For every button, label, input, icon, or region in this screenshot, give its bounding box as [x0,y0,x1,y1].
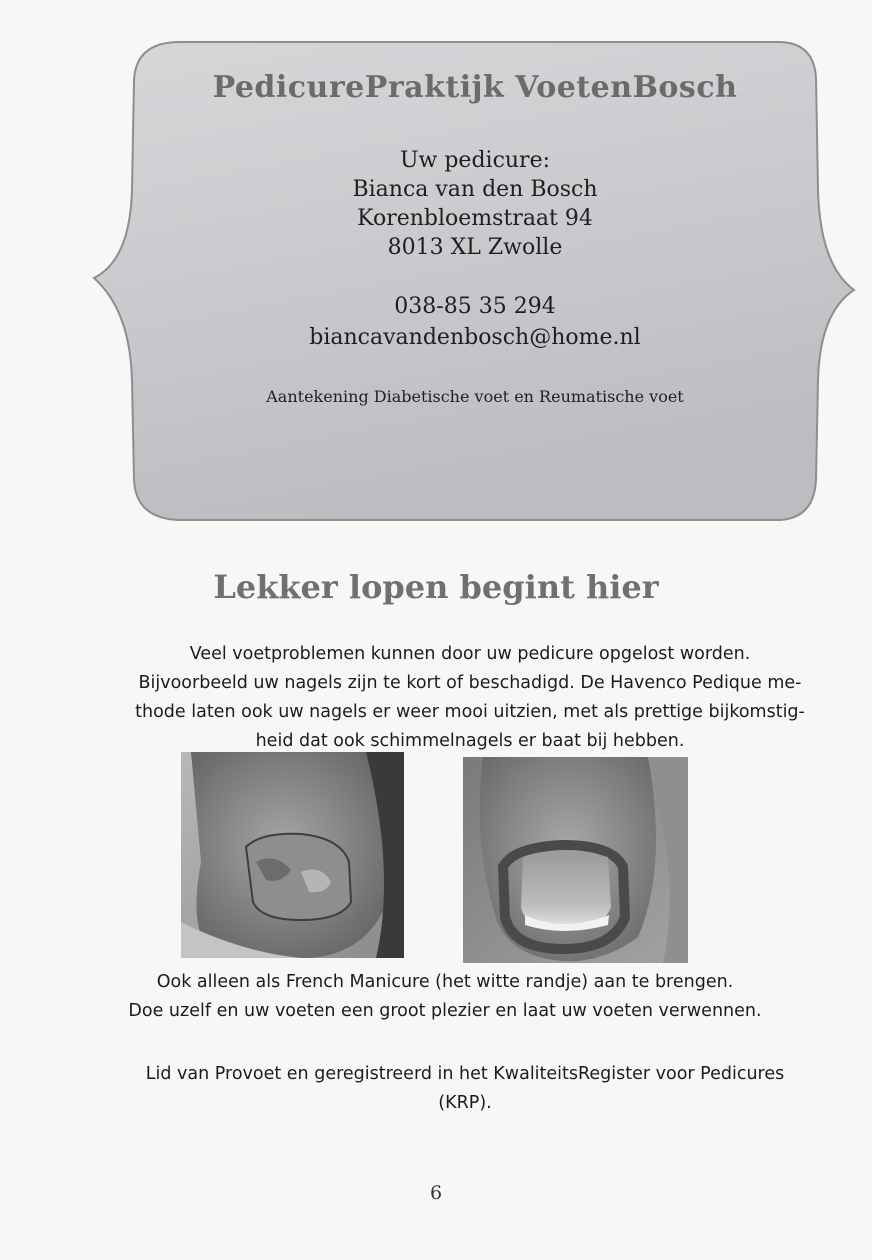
restored-toenail-image [463,757,688,963]
french-line-1: Ook alleen als French Manicure (het witte randje) aan te brengen. [156,972,734,992]
french-line-2: Doe uzelf en uw voeten een groot plezier en laat uw voeten verwennen. [128,1001,762,1021]
intro-line-2: Bijvoorbeeld uw nagels zijn te kort of beschadigd. De Havenco Pedique me- [138,673,802,693]
damaged-toenail-image [181,752,404,958]
card-subtitle: Uw pedicure: [399,148,551,173]
page-headline: Lekker lopen begint hier [213,568,659,606]
card-note: Aantekening Diabetische voet en Reumatische voet [266,387,684,406]
membership-line-2: (KRP). [438,1093,492,1113]
intro-line-3: thode laten ook uw nagels er weer mooi uitzien, met als prettige bijkomstig- [135,702,805,722]
street-address: Korenbloemstraat 94 [357,206,593,231]
practice-name: PedicurePraktijk VoetenBosch [212,70,738,105]
before-toenail-photo [181,752,404,958]
intro-line-4: heid dat ook schimmelnagels er baat bij hebben. [255,731,685,751]
french-paragraph [60,968,830,1026]
intro-paragraph [110,640,830,756]
pedicurist-name: Bianca van den Bosch [352,177,598,202]
phone-number: 038-85 35 294 [394,294,556,319]
postal-city: 8013 XL Zwolle [387,235,563,260]
business-card [130,40,820,510]
page-number: 6 [429,1182,443,1204]
intro-line-1: Veel voetproblemen kunnen door uw pedicure opgelost worden. [189,644,751,664]
email-address: biancavandenbosch@home.nl [309,325,641,350]
membership-line-1: Lid van Provoet en geregistreerd in het KwaliteitsRegister voor Pedicures [145,1064,785,1084]
membership-paragraph [60,1060,870,1118]
after-toenail-photo [463,757,688,963]
